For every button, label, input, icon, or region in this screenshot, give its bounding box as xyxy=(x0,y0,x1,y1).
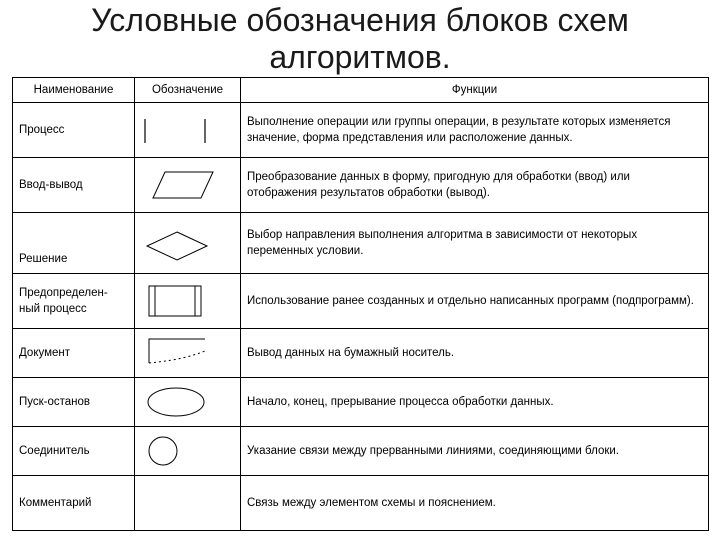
table-row xyxy=(13,103,709,158)
header-name: Наименование xyxy=(13,78,135,103)
header-function: Функции xyxy=(241,78,709,103)
title-line-2: алгоритмов. xyxy=(269,39,451,75)
ellipse-icon xyxy=(135,378,241,426)
row-function: Выполнение операции или группы операции, в результате которых изменяется значение, форма представления или расположение данных. xyxy=(241,103,709,158)
row-function: Использование ранее созданных и отдельно написанных программ (подпрограмм). xyxy=(241,274,709,329)
header-symbol: Обозначение xyxy=(135,78,241,103)
page-title xyxy=(0,0,720,76)
row-function: Начало, конец, прерывание процесса обработки данных. xyxy=(241,378,709,427)
table-row xyxy=(13,213,709,274)
row-function: Вывод данных на бумажный носитель. xyxy=(241,329,709,378)
symbol-cell xyxy=(135,378,241,427)
symbol-cell xyxy=(135,274,241,329)
row-name: Соединитель xyxy=(13,427,135,476)
parallelogram-icon xyxy=(135,158,241,212)
row-name: Комментарий xyxy=(13,476,135,531)
process-rectangle-icon xyxy=(135,103,241,157)
symbol-cell xyxy=(135,158,241,213)
diamond-icon xyxy=(135,216,241,270)
table-row xyxy=(13,274,709,329)
symbol-cell xyxy=(135,427,241,476)
symbols-table xyxy=(12,77,709,531)
symbol-cell xyxy=(135,329,241,378)
row-name: Пуск-останов xyxy=(13,378,135,427)
document-icon xyxy=(135,329,241,377)
symbol-cell xyxy=(135,103,241,158)
row-name: Процесс xyxy=(13,103,135,158)
table-row xyxy=(13,158,709,213)
row-name: Предопределен-ный процесс xyxy=(13,274,135,329)
symbol-cell xyxy=(135,476,241,531)
circle-icon xyxy=(135,427,241,475)
table-row xyxy=(13,427,709,476)
row-function: Указание связи между прерванными линиями, соединяющими блоки. xyxy=(241,427,709,476)
table-row xyxy=(13,378,709,427)
symbol-cell xyxy=(135,213,241,274)
row-name: Документ xyxy=(13,329,135,378)
table-header-row xyxy=(13,78,709,103)
row-name: Решение xyxy=(13,213,135,274)
table-row xyxy=(13,329,709,378)
row-function: Связь между элементом схемы и пояснением. xyxy=(241,476,709,531)
table-row xyxy=(13,476,709,531)
predefined-process-icon xyxy=(135,274,241,328)
row-function: Преобразование данных в форму, пригодную для обработки (ввод) или отображения результатов обработки (вывод). xyxy=(241,158,709,213)
row-function: Выбор направления выполнения алгоритма в зависимости от некоторых переменных условии. xyxy=(241,213,709,274)
title-line-1: Условные обозначения блоков схем xyxy=(91,2,629,38)
row-name: Ввод-вывод xyxy=(13,158,135,213)
